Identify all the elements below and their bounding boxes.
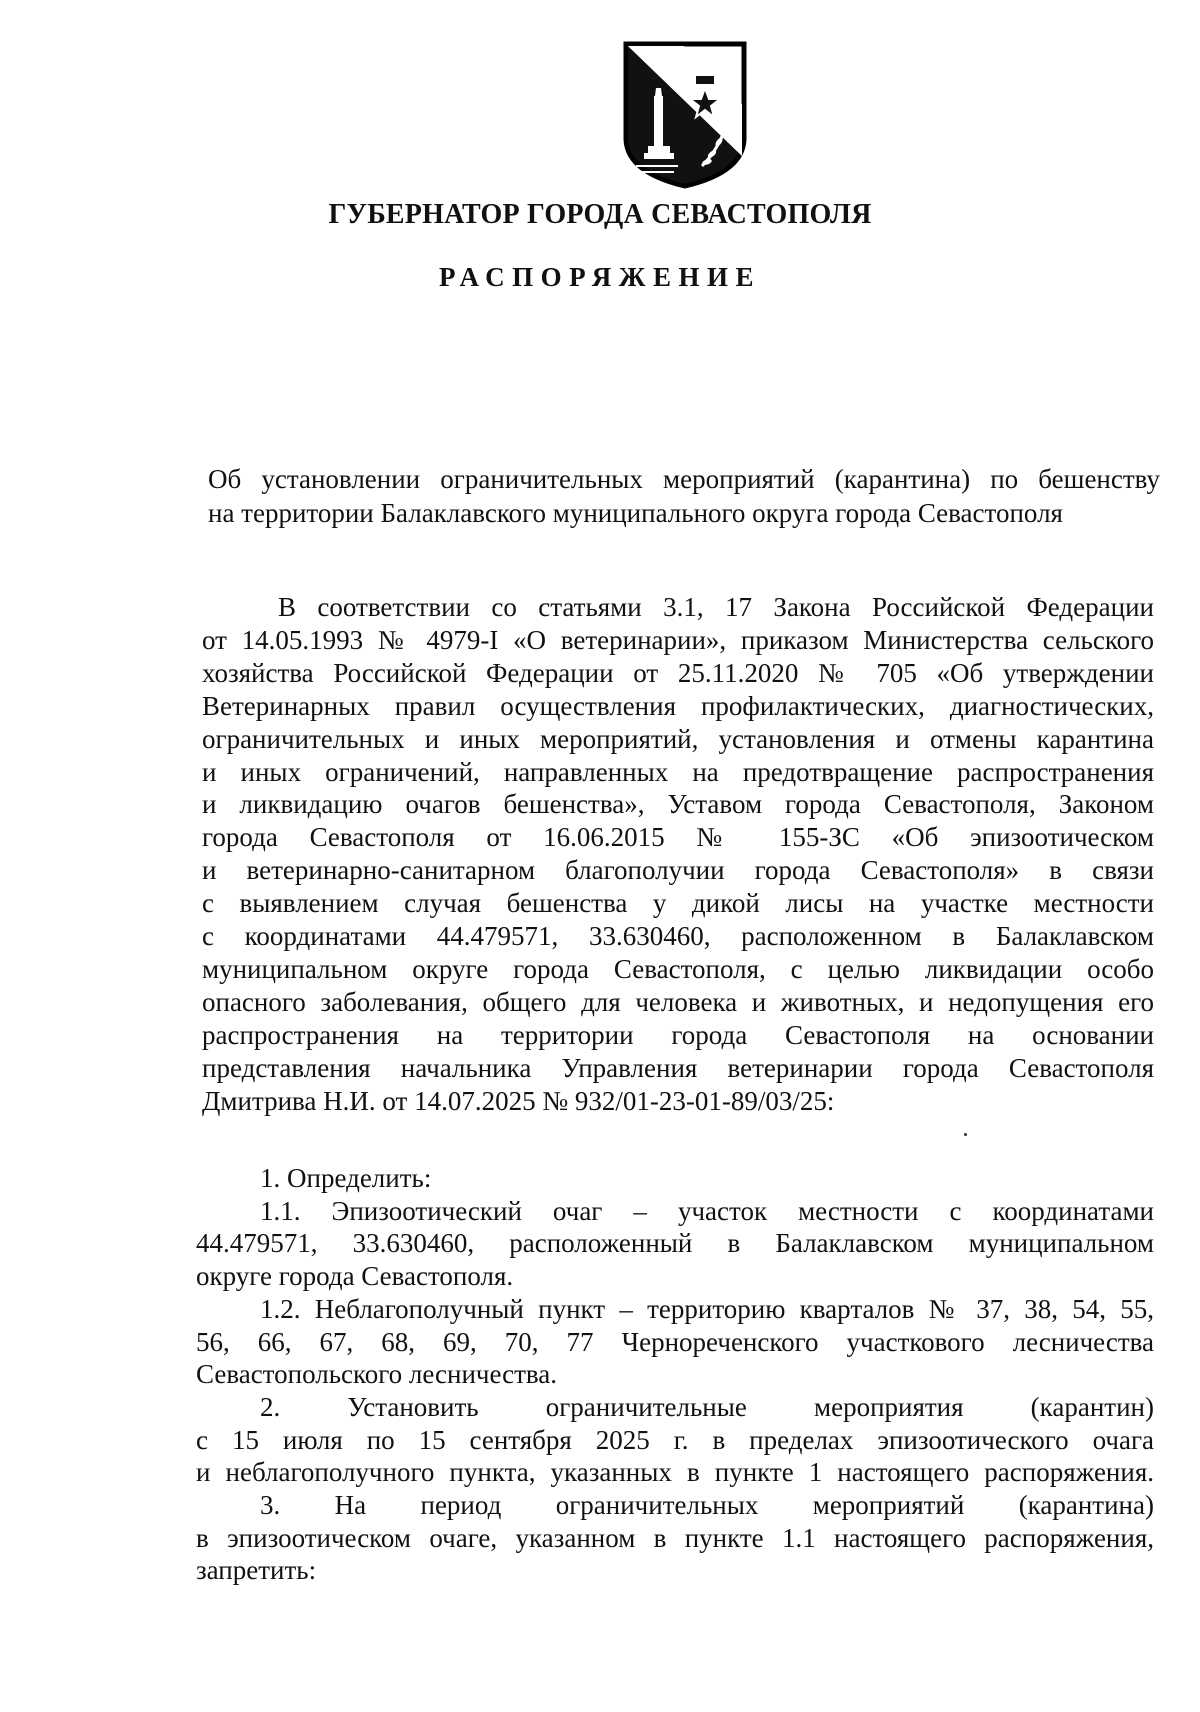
document-subject <box>208 462 1160 530</box>
preamble-line: с выявлением случая бешенства у дикой лисы на участке местности <box>202 888 1154 919</box>
preamble-line: города Севастополя от 16.06.2015 № 155-ЗС «Об эпизоотическом <box>202 822 1154 853</box>
item-line: 1. Определить: <box>260 1163 432 1193</box>
preamble-line: с координатами 44.479571, 33.630460, расположенном в Балаклавском <box>202 921 1154 952</box>
order-items <box>196 1162 1154 1587</box>
document-type: РАСПОРЯЖЕНИЕ <box>438 262 762 292</box>
item-line: 1.2. Неблагополучный пункт – территорию кварталов № 37, 38, 54, 55, <box>260 1293 1154 1324</box>
preamble <box>202 591 1154 1118</box>
item-line: с 15 июля по 15 сентября 2025 г. в пределах эпизоотического очага <box>196 1424 1154 1455</box>
item-line: 3. На период ограничительных мероприятий (карантина) <box>260 1490 1154 1521</box>
preamble-line: муниципальном округе города Севастополя, с целью ликвидации особо <box>202 953 1154 984</box>
item-line: 44.479571, 33.630460, расположенный в Балаклавском муниципальном <box>196 1228 1154 1259</box>
preamble-line: от 14.05.1993 № 4979-I «О ветеринарии», приказом Министерства сельского <box>202 624 1154 655</box>
item-line: 56, 66, 67, 68, 69, 70, 77 Чернореченского участкового лесничества <box>196 1326 1154 1357</box>
item-line: запретить: <box>196 1555 317 1586</box>
preamble-line: представления начальника Управления ветеринарии города Севастополя <box>202 1052 1154 1083</box>
preamble-line: опасного заболевания, общего для человека и животных, и недопущения его <box>202 986 1154 1017</box>
subject-line: на территории Балаклавского муниципального округа города Севастополя <box>208 498 1063 528</box>
item-line: и неблагополучного пункта, указанных в пункте 1 настоящего распоряжения. <box>196 1457 1154 1488</box>
preamble-line: В соответствии со статьями 3.1, 17 Закона Российской Федерации <box>278 592 1154 622</box>
item-line: 1.1. Эпизоотический очаг – участок местности с координатами <box>260 1195 1154 1226</box>
issuing-authority: ГУБЕРНАТОР ГОРОДА СЕВАСТОПОЛЯ <box>328 199 872 230</box>
preamble-line: и ликвидацию очагов бешенства», Уставом города Севастополя, Законом <box>202 789 1154 820</box>
preamble-line: и иных ограничений, направленных на предотвращение распространения <box>202 756 1154 787</box>
preamble-line: распространения на территории города Севастополя на основании <box>202 1019 1154 1050</box>
preamble-line: хозяйства Российской Федерации от 25.11.2020 № 705 «Об утверждении <box>202 657 1154 688</box>
item-line: 2. Установить ограничительные мероприятия (карантин) <box>260 1391 1154 1422</box>
item-line: в эпизоотическом очаге, указанном в пункте 1.1 настоящего распоряжения, <box>196 1522 1154 1553</box>
preamble-line: Ветеринарных правил осуществления профилактических, диагностических, <box>202 690 1154 721</box>
preamble-line: и ветеринарно-санитарном благополучии города Севастополя» в связи <box>202 855 1154 886</box>
preamble-line: ограничительных и иных мероприятий, установления и отмены карантина <box>202 723 1154 754</box>
subject-line: Об установлении ограничительных мероприятий (карантина) по бешенству <box>208 464 1160 494</box>
coat-of-arms-icon <box>618 38 752 190</box>
item-line: округе города Севастополя. <box>196 1261 514 1292</box>
scan-speck <box>964 1133 967 1136</box>
item-line: Севастопольского лесничества. <box>196 1359 558 1390</box>
preamble-line: Дмитрива Н.И. от 14.07.2025 № 932/01-23-01-89/03/25: <box>202 1085 835 1116</box>
